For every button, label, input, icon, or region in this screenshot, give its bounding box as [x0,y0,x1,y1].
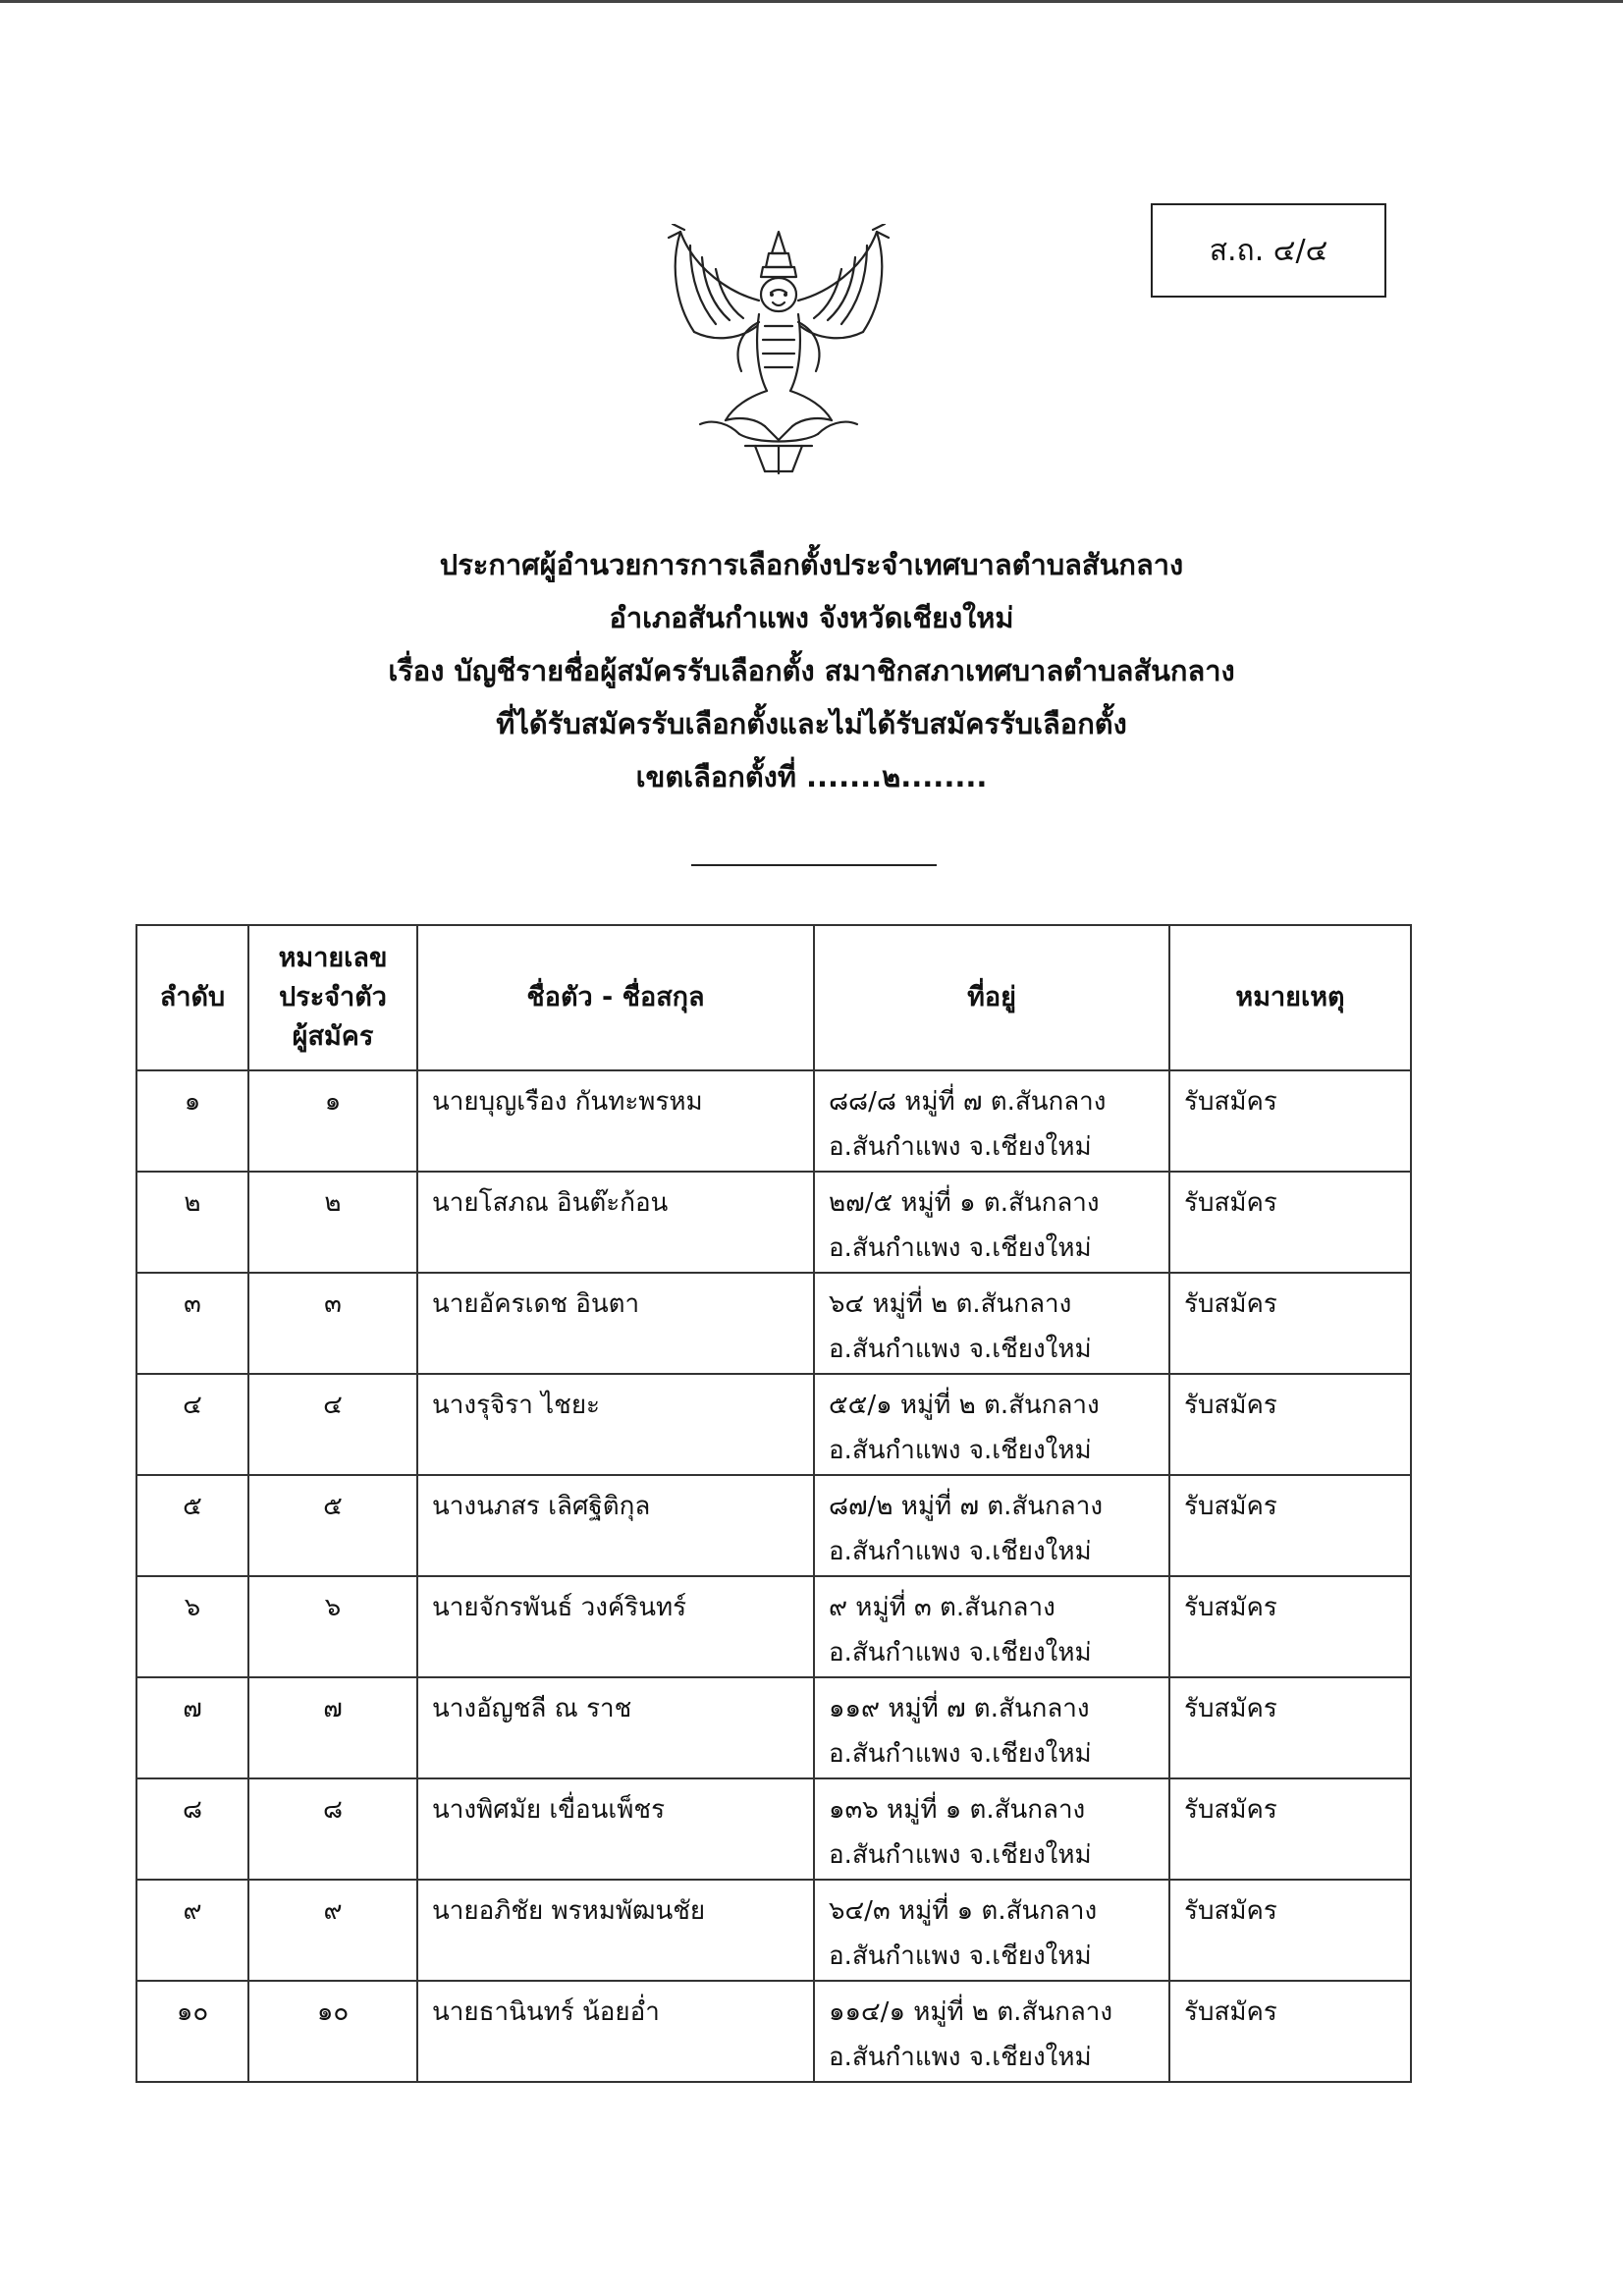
address-line-2: อ.สันกำแพง จ.เชียงใหม่ [829,1335,1092,1364]
cell-name: นายโสภณ อินต๊ะก้อน [417,1172,814,1273]
title-line-2: อำเภอสันกำแพง จังหวัดเชียงใหม่ [609,601,1014,634]
table-row [136,1677,1411,1778]
address-line-1: ๖๔/๓ หมู่ที่ ๑ ต.สันกลาง [829,1896,1098,1926]
cell-order: ๑ [136,1070,248,1172]
table-row [136,1172,1411,1273]
cell-name: นายจักรพันธ์ วงค์รินทร์ [417,1576,814,1677]
address-line-1: ๙ หมู่ที่ ๓ ต.สันกลาง [829,1593,1055,1622]
header-candidate-number-line: ประจำตัว [279,982,387,1012]
title-line-1: ประกาศผู้อำนวยการการเลือกตั้งประจำเทศบาลตำบลสันกลาง [439,548,1184,581]
address-line-2: อ.สันกำแพง จ.เชียงใหม่ [829,2043,1092,2072]
page-top-border [0,0,1623,3]
cell-remark: รับสมัคร [1169,1374,1411,1475]
cell-order: ๘ [136,1778,248,1880]
candidate-table [135,924,1412,2083]
header-address: ที่อยู่ [814,925,1169,1070]
address-line-1: ๘๗/๒ หมู่ที่ ๗ ต.สันกลาง [829,1492,1104,1521]
address-line-2: อ.สันกำแพง จ.เชียงใหม่ [829,1132,1092,1162]
cell-remark: รับสมัคร [1169,1273,1411,1374]
table-row [136,1374,1411,1475]
cell-remark: รับสมัคร [1169,1576,1411,1677]
title-line-5: เขตเลือกตั้งที่ .......๒........ [635,760,988,793]
address-line-2: อ.สันกำแพง จ.เชียงใหม่ [829,1739,1092,1769]
cell-address [814,1576,1169,1677]
cell-order: ๗ [136,1677,248,1778]
cell-order: ๓ [136,1273,248,1374]
form-code-box [1151,203,1386,298]
form-code-text: ส.ถ. ๔/๔ [1209,233,1328,268]
table-row [136,1880,1411,1981]
address-line-2: อ.สันกำแพง จ.เชียงใหม่ [829,1638,1092,1667]
cell-candidate-number: ๓ [248,1273,417,1374]
title-divider [691,864,937,866]
cell-candidate-number: ๒ [248,1172,417,1273]
address-line-1: ๖๔ หมู่ที่ ๒ ต.สันกลาง [829,1289,1072,1319]
address-line-1: ๒๗/๕ หมู่ที่ ๑ ต.สันกลาง [829,1188,1100,1218]
title-line-4: ที่ได้รับสมัครรับเลือกตั้งและไม่ได้รับสมัครรับเลือกตั้ง [496,707,1127,740]
cell-candidate-number: ๖ [248,1576,417,1677]
cell-name: นางอัญชลี ณ ราช [417,1677,814,1778]
table-row [136,1778,1411,1880]
title-line-3: เรื่อง บัญชีรายชื่อผู้สมัครรับเลือกตั้ง สมาชิกสภาเทศบาลตำบลสันกลาง [388,654,1235,687]
cell-candidate-number: ๘ [248,1778,417,1880]
header-order: ลำดับ [136,925,248,1070]
header-remark: หมายเหตุ [1169,925,1411,1070]
header-candidate-number-line: ผู้สมัคร [292,1021,374,1052]
cell-candidate-number: ๙ [248,1880,417,1981]
table-row [136,1576,1411,1677]
table-row [136,1273,1411,1374]
cell-remark: รับสมัคร [1169,1981,1411,2082]
garuda-emblem-icon [661,224,896,475]
table-header-row [136,925,1411,1070]
address-line-1: ๕๕/๑ หมู่ที่ ๒ ต.สันกลาง [829,1391,1100,1420]
cell-address [814,1374,1169,1475]
address-line-2: อ.สันกำแพง จ.เชียงใหม่ [829,1436,1092,1465]
cell-address [814,1273,1169,1374]
cell-remark: รับสมัคร [1169,1070,1411,1172]
table-row [136,1070,1411,1172]
cell-remark: รับสมัคร [1169,1778,1411,1880]
cell-name: นายอัครเดช อินตา [417,1273,814,1374]
address-line-1: ๘๘/๘ หมู่ที่ ๗ ต.สันกลาง [829,1087,1107,1117]
cell-address [814,1172,1169,1273]
cell-address [814,1981,1169,2082]
cell-order: ๙ [136,1880,248,1981]
address-line-1: ๑๑๔/๑ หมู่ที่ ๒ ต.สันกลาง [829,1997,1113,2027]
cell-name: นายบุญเรือง กันทะพรหม [417,1070,814,1172]
header-candidate-number [248,925,417,1070]
announcement-title [0,538,1623,803]
table-row [136,1475,1411,1576]
cell-candidate-number: ๗ [248,1677,417,1778]
cell-remark: รับสมัคร [1169,1880,1411,1981]
cell-remark: รับสมัคร [1169,1172,1411,1273]
address-line-1: ๑๓๖ หมู่ที่ ๑ ต.สันกลาง [829,1795,1086,1825]
cell-order: ๕ [136,1475,248,1576]
cell-candidate-number: ๑๐ [248,1981,417,2082]
address-line-2: อ.สันกำแพง จ.เชียงใหม่ [829,1233,1092,1263]
cell-address [814,1070,1169,1172]
cell-remark: รับสมัคร [1169,1677,1411,1778]
cell-order: ๑๐ [136,1981,248,2082]
cell-address [814,1880,1169,1981]
cell-candidate-number: ๔ [248,1374,417,1475]
address-line-1: ๑๑๙ หมู่ที่ ๗ ต.สันกลาง [829,1694,1090,1723]
cell-name: นายอภิชัย พรหมพัฒนชัย [417,1880,814,1981]
cell-address [814,1677,1169,1778]
table-row [136,1981,1411,2082]
cell-name: นายธานินทร์ น้อยอ่ำ [417,1981,814,2082]
cell-address [814,1475,1169,1576]
address-line-2: อ.สันกำแพง จ.เชียงใหม่ [829,1840,1092,1870]
cell-order: ๖ [136,1576,248,1677]
header-candidate-number-line: หมายเลข [278,943,388,973]
header-name: ชื่อตัว - ชื่อสกุล [417,925,814,1070]
address-line-2: อ.สันกำแพง จ.เชียงใหม่ [829,1537,1092,1566]
cell-name: นางนภสร เลิศฐิติกุล [417,1475,814,1576]
cell-address [814,1778,1169,1880]
cell-candidate-number: ๑ [248,1070,417,1172]
cell-name: นางพิศมัย เขื่อนเพ็ชร [417,1778,814,1880]
cell-remark: รับสมัคร [1169,1475,1411,1576]
address-line-2: อ.สันกำแพง จ.เชียงใหม่ [829,1941,1092,1971]
cell-name: นางรุจิรา ไชยะ [417,1374,814,1475]
cell-order: ๒ [136,1172,248,1273]
cell-candidate-number: ๕ [248,1475,417,1576]
cell-order: ๔ [136,1374,248,1475]
